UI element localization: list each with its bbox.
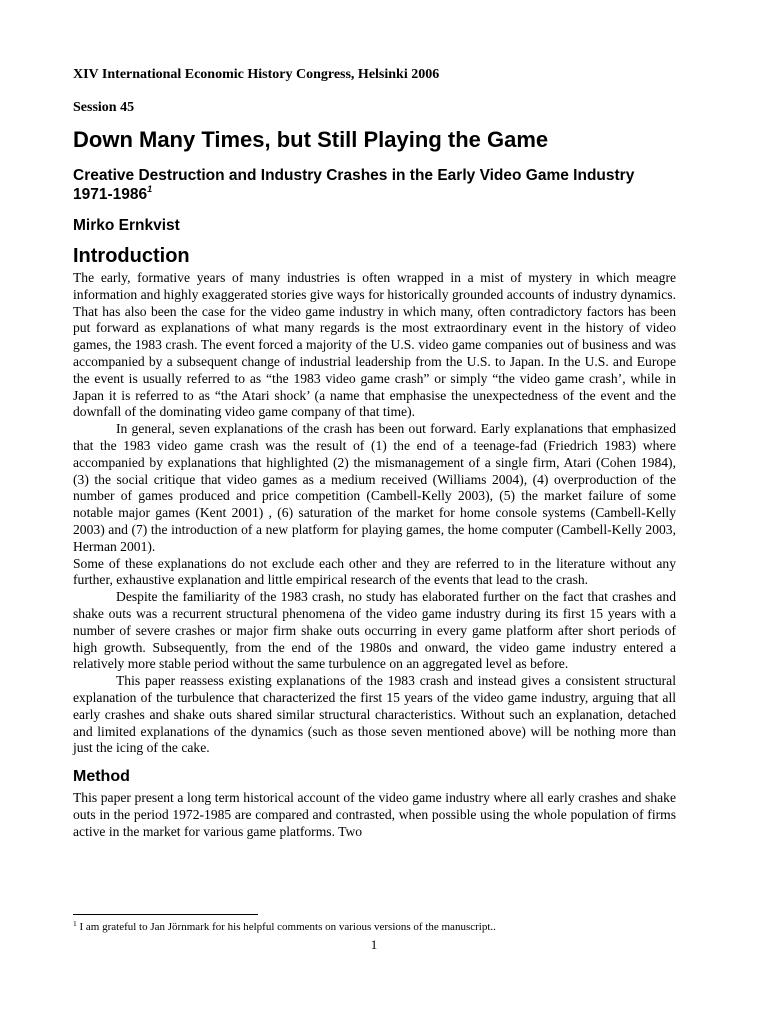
- conference-header: XIV International Economic History Congress, Helsinki 2006: [73, 67, 440, 82]
- introduction-heading: Introduction: [73, 245, 190, 267]
- session-label: Session 45: [73, 100, 135, 115]
- subtitle-footnote-mark: 1: [147, 184, 153, 194]
- footnote-text: I am grateful to Jan Jörnmark for his helpful comments on various versions of the manuscript..: [76, 921, 496, 933]
- intro-paragraph-5: This paper reassess existing explanations of the 1983 crash and instead gives a consistent structural explanation of the turbulence that characterized the first 15 years of the video game industry, arguing that all early crashes and shake outs shared similar structural characteristics. Without such an explanation, detached and limited explanations of the dynamics (such as those seven mentioned above) will be nothing more than just the icing of the cake.: [73, 673, 676, 756]
- footnote-mark: 1: [73, 919, 77, 928]
- footnote: [73, 920, 693, 934]
- intro-paragraph-4: Despite the familiarity of the 1983 crash, no study has elaborated further on the fact that crashes and shake outs was a recurrent structural phenomena of the video game industry during its first 15 years with a number of severe crashes or major firm shake outs occurring in every game platform after short periods of high growth. Subsequently, from the end of the 1980s and onward, the video game industry entered a relatively more stable period without the same turbulence on an aggregated level as before.: [73, 589, 676, 672]
- intro-paragraph-2: In general, seven explanations of the crash has been out forward. Early explanations that emphasized that the 1983 video game crash was the result of (1) the end of a teenage-fad (Friedrich 1983) where accompanied by explanations that highlighted (2) the mismanagement of a single firm, Atari (Cohen 1984), (3) the social critique that video games as a medium received (Williams 2004), (4) overproduction of the number of games produced and price competition (Cambell-Kelly 2003), (5) the market failure of some notable major games (Kent 2001) , (6) saturation of the market for home console systems (Cambell-Kelly 2003) and (7) the introduction of a new platform for playing games, the home computer (Cambell-Kelly 2003, Herman 2001).: [73, 421, 676, 554]
- author-name: Mirko Ernkvist: [73, 217, 180, 234]
- method-paragraph-1: This paper present a long term historical account of the video game industry where all early crashes and shake outs in the period 1972-1985 are compared and contrasted, when possible using the whole population of firms active in the market for various game platforms. Two: [73, 790, 676, 839]
- page-body: [73, 66, 676, 841]
- intro-paragraph-1: The early, formative years of many industries is often wrapped in a mist of mystery in which meagre information and highly exaggerated stories give ways for historically grounded accounts of industry dynamics. That has also been the case for the video game industry in which many, often contradictory factors has been put forward as explanations of what many regards is the most extraordinary event in the history of video games, the 1983 crash. The event forced a majority of the U.S. video game companies out of business and was accompanied by a subsequent change of industrial leadership from the U.S. to Japan. In the U.S. and Europe the event is usually referred to as “the 1983 video game crash” or simply “the video game crash’, while in Japan it is referred to as “the Atari shock’ (a name that emphasise the unexpectedness of the event and the downfall of the dominating video game company of that time).: [73, 270, 676, 420]
- paper-title: Down Many Times, but Still Playing the Game: [73, 127, 549, 152]
- method-heading: Method: [73, 768, 130, 786]
- page-number: 1: [370, 937, 378, 952]
- intro-paragraph-3: Some of these explanations do not exclude each other and they are referred to in the literature without any further, exhaustive explanation and little empirical research of the events that lead to the crash.: [73, 555, 676, 588]
- footnote-divider: [73, 914, 258, 915]
- paper-subtitle: [73, 166, 676, 204]
- subtitle-text: Creative Destruction and Industry Crashes in the Early Video Game Industry 1971-1986: [73, 167, 635, 203]
